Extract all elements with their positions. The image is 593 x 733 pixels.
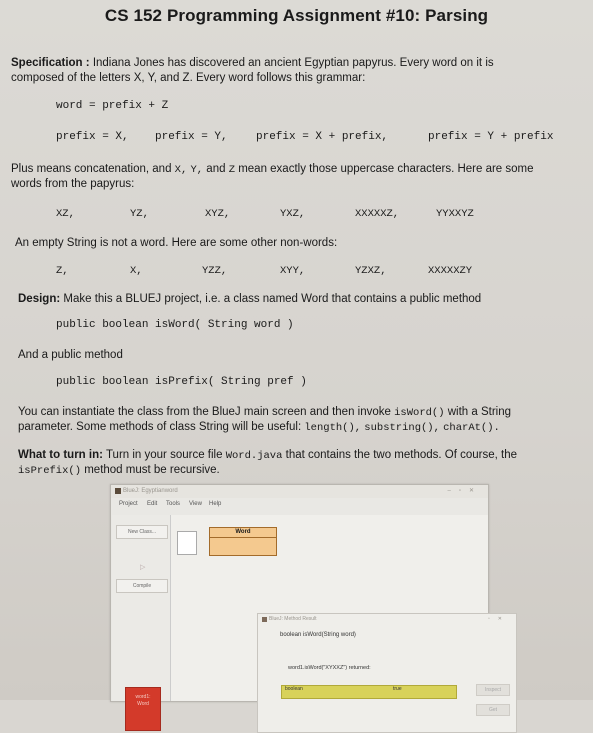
compile-button[interactable]: Compile	[116, 579, 168, 593]
empty-string-line: An empty String is not a word. Here are some other non-words:	[15, 237, 338, 249]
dialog-controls[interactable]: ▫✕	[488, 616, 510, 622]
spec-label: Specification :	[11, 57, 90, 69]
grammar-rule-prefix-x: prefix = X,	[56, 131, 129, 143]
object-bench-instance[interactable]	[125, 687, 161, 731]
turnin-label: What to turn in:	[18, 449, 103, 461]
spec-paragraph	[11, 56, 591, 71]
isprefix-signature: public boolean isPrefix( String pref )	[56, 376, 307, 388]
turnin-line1	[18, 448, 590, 464]
bluej-titlebar	[111, 485, 488, 498]
menu-view[interactable]: View	[189, 501, 202, 507]
nonword-item: X,	[130, 265, 143, 277]
nonword-item: XXXXXZY	[428, 265, 473, 277]
word-item: YYXXYZ	[436, 208, 474, 220]
instantiate-line1	[18, 405, 590, 421]
plus-line2: words from the papyrus:	[11, 178, 135, 190]
menu-edit[interactable]: Edit	[147, 501, 158, 507]
design-text: Make this a BLUEJ project, i.e. a class named Word that contains a public method	[63, 293, 482, 305]
plus-text-b: mean exactly those uppercase characters. Here are some	[238, 163, 534, 175]
bluej-window-title: BlueJ: Egyptianword	[123, 488, 178, 494]
bluej-menubar	[111, 499, 488, 511]
readme-icon[interactable]	[177, 531, 197, 555]
instantiate-text-c: parameter. Some methods of class String will be useful:	[18, 421, 302, 433]
turnin-text-b: that contains the two methods. Of course, the	[285, 449, 518, 461]
word-item: XYZ,	[205, 208, 231, 220]
turnin-isprefix: isPrefix()	[18, 465, 82, 477]
bluej-screenshot	[110, 484, 510, 713]
method-result-dialog	[257, 613, 517, 733]
page-title: CS 152 Programming Assignment #10: Parsing	[104, 6, 489, 25]
bluej-sidebar	[112, 515, 171, 707]
bluej-app-icon	[262, 617, 267, 622]
isword-signature: public boolean isWord( String word )	[56, 319, 294, 331]
instantiate-text-a: You can instantiate the class from the BlueJ main screen and then invoke	[18, 406, 391, 418]
spec-line2: composed of the letters X, Y, and Z. Every word follows this grammar:	[11, 72, 366, 84]
result-value: true	[393, 686, 402, 692]
method-substring: substring(),	[364, 422, 440, 434]
get-button[interactable]: Get	[476, 704, 510, 716]
turnin-line2	[18, 463, 220, 479]
plus-x: X,	[174, 164, 188, 176]
word-item: XZ,	[56, 208, 75, 220]
menu-tools[interactable]: Tools	[166, 501, 181, 507]
and-public-method: And a public method	[18, 349, 123, 361]
method-signature: boolean isWord(String word)	[280, 632, 356, 638]
class-name: Word	[210, 528, 276, 538]
result-type: boolean	[285, 686, 303, 692]
result-row	[281, 685, 457, 699]
window-controls[interactable]: –▫✕	[447, 488, 482, 494]
turnin-text-a: Turn in your source file	[105, 449, 223, 461]
nonword-item: XYY,	[280, 265, 306, 277]
plus-text-a: Plus means concatenation, and	[11, 163, 172, 175]
nonword-item: Z,	[56, 265, 69, 277]
instantiate-line2	[18, 420, 590, 436]
dialog-title: BlueJ: Method Result	[269, 616, 317, 622]
nonword-item: YZXZ,	[355, 265, 387, 277]
method-charat: charAt().	[443, 422, 500, 434]
grammar-rule-word: word = prefix + Z	[56, 100, 169, 112]
instance-name: word1:	[135, 694, 151, 700]
word-class-box[interactable]	[209, 527, 277, 556]
instantiate-isword: isWord()	[394, 407, 445, 419]
plus-paragraph	[11, 162, 591, 178]
plus-y: Y,	[190, 164, 204, 176]
turnin-file: Word.java	[225, 450, 283, 462]
turnin-text-c: method must be recursive.	[84, 464, 220, 476]
grammar-rule-prefix-yprefix: prefix = Y + prefix	[428, 131, 554, 143]
design-paragraph	[18, 292, 590, 307]
bluej-app-icon	[115, 488, 121, 494]
nonword-item: YZZ,	[202, 265, 228, 277]
instantiate-text-b: with a String	[447, 406, 512, 418]
method-length: length(),	[304, 422, 362, 434]
word-item: YXZ,	[280, 208, 306, 220]
inspect-button[interactable]: Inspect	[476, 684, 510, 696]
spec-line1: Indiana Jones has discovered an ancient Egyptian papyrus. Every word on it is	[92, 57, 494, 69]
instance-class: Word	[137, 701, 149, 707]
class-diagram	[171, 515, 510, 713]
design-label: Design:	[18, 293, 61, 305]
word-item: XXXXXZ,	[355, 208, 400, 220]
grammar-rule-prefix-xprefix: prefix = X + prefix,	[256, 131, 389, 143]
dialog-titlebar	[258, 614, 516, 625]
menu-help[interactable]: Help	[209, 501, 222, 507]
grammar-rule-prefix-y: prefix = Y,	[155, 131, 228, 143]
returned-label: word1.isWord("XYXXZ") returned:	[288, 665, 371, 671]
plus-z: Z	[228, 164, 235, 176]
new-class-button[interactable]: New Class...	[116, 525, 168, 539]
word-item: YZ,	[130, 208, 149, 220]
arrow-icon[interactable]: ▷	[140, 564, 146, 571]
plus-and: and	[206, 163, 226, 175]
menu-project[interactable]: Project	[119, 501, 138, 507]
